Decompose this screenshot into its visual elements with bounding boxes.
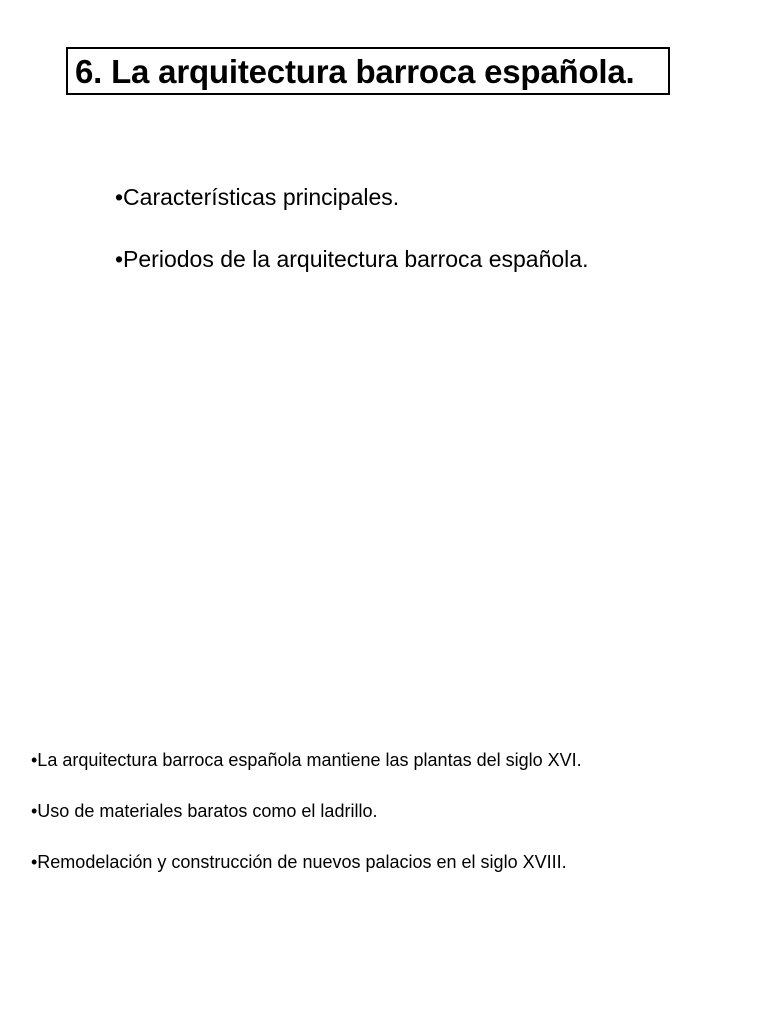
notes-list bbox=[31, 748, 582, 901]
slide-title-box bbox=[66, 47, 670, 95]
note-item: •Remodelación y construcción de nuevos palacios en el siglo XVIII. bbox=[31, 852, 567, 872]
main-point-item: •Características principales. bbox=[115, 184, 400, 210]
slide-title: 6. La arquitectura barroca española. bbox=[75, 52, 635, 90]
note-item: •Uso de materiales baratos como el ladrillo. bbox=[31, 801, 378, 821]
note-item: •La arquitectura barroca española mantiene las plantas del siglo XVI. bbox=[31, 750, 582, 770]
main-points-list bbox=[115, 182, 588, 306]
main-point-item: •Periodos de la arquitectura barroca española. bbox=[115, 246, 589, 272]
